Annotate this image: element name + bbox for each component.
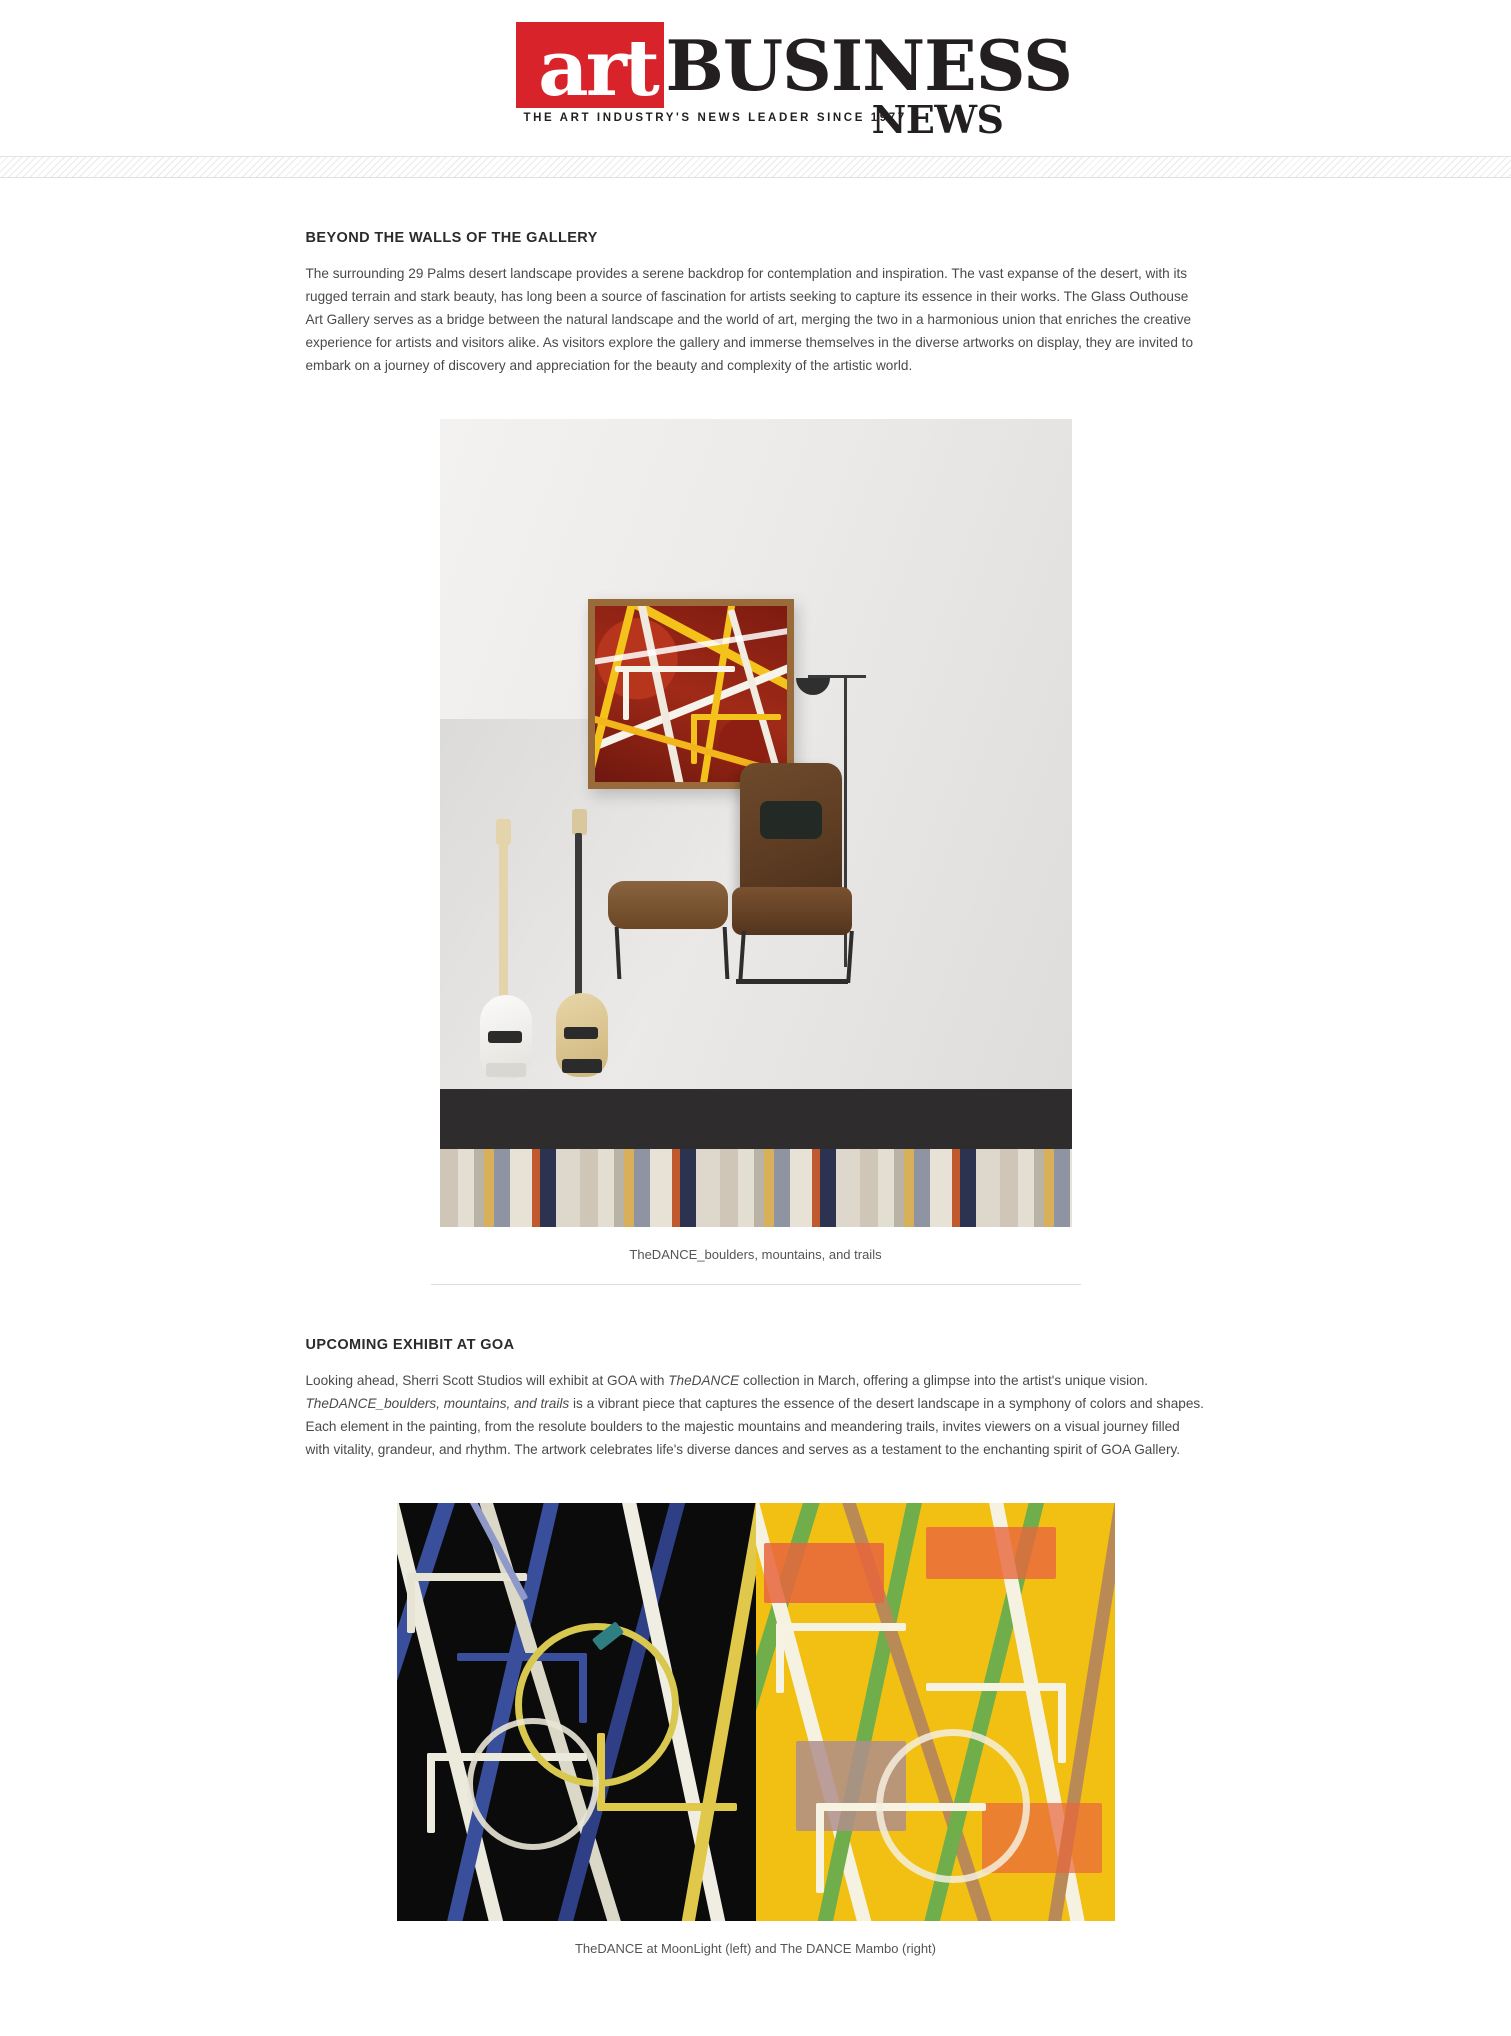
section-2-text-a: Looking ahead, Sherri Scott Studios will exhibit at GOA with [305,1373,669,1388]
photo-chair-pillow [760,801,822,839]
photo-paintings-diptych [397,1503,1115,1921]
section-2-title-emphasis-1: TheDANCE [668,1373,740,1388]
photo-chair-base [736,979,848,984]
logo-art-text: art [538,23,657,114]
photo-painting-surface [595,606,787,782]
section-title-2: UPCOMING EXHIBIT AT GOA [305,1337,515,1353]
photo-floor [440,1089,1072,1149]
section-2-title-emphasis-2: TheDANCE_boulders, mountains, and trails [305,1396,570,1411]
site-logo[interactable] [516,22,1072,142]
photo-ottoman [608,881,728,929]
photo-gallery-interior [440,419,1072,1227]
painting-mambo [756,1503,1115,1921]
decorative-zigzag-band [0,157,1511,178]
article-body [0,178,1511,2036]
figure-caption-2: TheDANCE at MoonLight (left) and The DANCE Mambo (right) [574,1941,936,1956]
painting-moonlight [397,1503,756,1921]
section-1-paragraph: The surrounding 29 Palms desert landscape provides a serene backdrop for contemplation and inspiration. The vast expanse of the desert, with its rugged terrain and stark beauty, has long been a source of fascination for artists seeking to capture its essence in their works. The Glass Outhouse Art Gallery serves as a bridge between the natural landscape and the world of art, merging the two in a harmonious union that enriches the creative experience for artists and visitors alike. As visitors explore the gallery and immerse themselves in the diverse artworks on display, they are invited to embark on a journey of discovery and appreciation for the beauty and complexity of the artistic world. [305,266,1194,373]
section-upcoming-exhibit [306,1337,1206,1956]
photo-ottoman-legs [614,927,729,979]
photo-chair-legs [738,931,854,983]
section-beyond-the-walls [306,230,1206,1285]
section-title-1: BEYOND THE WALLS OF THE GALLERY [305,230,598,246]
figure-diptych [306,1503,1206,1956]
logo-news-text: NEWS [871,97,1004,142]
figure-gallery-room [306,419,1206,1285]
photo-framed-painting [588,599,794,789]
photo-chair-seat [732,887,852,935]
photo-striped-rug [440,1149,1072,1227]
section-2-text-c: is a vibrant piece that captures the essence of the desert landscape in a symphony of colors and shapes. Each element in the painting, from the resolute boulders to the majestic mountains and meandering trails, invites viewers on a visual journey filled with vitality, grandeur, and rhythm. The artwork celebrates life's diverse dances and serves as a testament to the enchanting spirit of GOA Gallery. [305,1396,1204,1457]
figure-caption-1: TheDANCE_boulders, mountains, and trails [629,1247,882,1262]
logo-business-text: BUSINESS [665,26,1072,107]
logo-tagline: THE ART INDUSTRY'S NEWS LEADER SINCE 1977 [523,112,907,124]
masthead [0,0,1511,156]
section-2-text-b: collection in March, offering a glimpse into the artist's unique vision. [739,1373,1149,1388]
section-2-paragraph [306,1369,1206,1461]
